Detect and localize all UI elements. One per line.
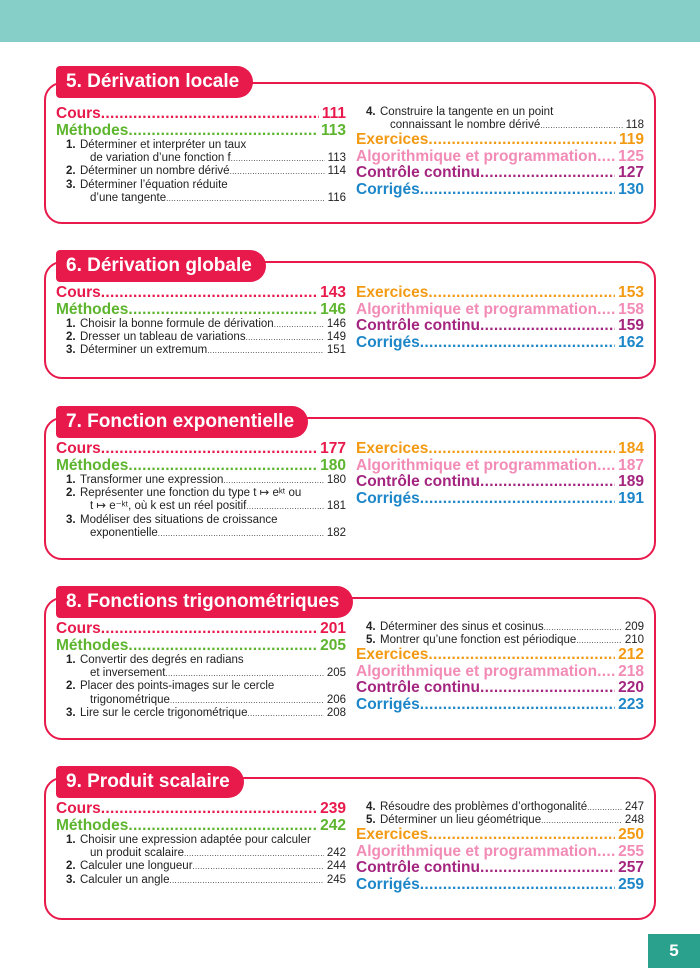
method-page: 151 (326, 344, 346, 357)
method-item[interactable] (56, 165, 346, 178)
left-column (56, 801, 346, 887)
controle-entry-page: 220 (618, 679, 644, 697)
method-title-line2: un produit scalaire (90, 847, 184, 860)
method-item[interactable] (56, 344, 346, 357)
corriges-entry-page: 130 (618, 180, 644, 198)
leader-dots (274, 318, 324, 331)
method-title-line1: Modéliser des situations de croissance (80, 513, 278, 526)
algo-entry[interactable] (356, 458, 644, 475)
method-item[interactable] (56, 318, 346, 331)
method-title-line2: t ↦ e⁻ᵏᵗ, où k est un réel positif (90, 500, 247, 513)
leader-dots (428, 285, 615, 302)
controle-entry-label: Contrôle continu (356, 317, 480, 334)
leader-dots (597, 458, 615, 475)
left-column (56, 106, 346, 205)
algo-entry-page: 255 (618, 842, 644, 860)
method-title: Transformer une expression (80, 474, 224, 486)
corriges-entry[interactable] (356, 877, 644, 894)
method-number: 5. (366, 634, 376, 647)
method-title-line1: Représenter une fonction du type t ↦ eᵏᵗ ou (80, 487, 302, 500)
method-page: 242 (326, 847, 346, 860)
leader-dots (193, 860, 324, 873)
exercices-entry-label: Exercices (356, 440, 429, 457)
exercices-entry-label: Exercices (356, 131, 429, 149)
leader-dots (231, 152, 325, 165)
method-title-line2-row (366, 119, 644, 132)
leader-dots (246, 331, 324, 344)
top-color-band (0, 0, 700, 42)
method-title: Lire sur le cercle trigonométrique (80, 706, 248, 719)
method-title-line2: de variation d’une fonction f (90, 152, 231, 165)
cours-entry-page: 239 (320, 800, 346, 817)
method-page: 244 (326, 860, 346, 873)
exercices-entry-page: 212 (618, 646, 644, 664)
controle-entry-label: Contrôle continu (356, 164, 480, 182)
chapter-title[interactable]: 5. Dérivation locale (56, 66, 253, 98)
cours-entry[interactable] (56, 621, 346, 638)
method-number: 3. (66, 513, 76, 526)
exercices-entry-page: 153 (618, 284, 644, 301)
method-title: Choisir la bonne formule de dérivation (80, 318, 274, 330)
leader-dots (428, 647, 615, 664)
method-title-row (66, 318, 346, 331)
cours-entry-label: Cours (56, 105, 101, 122)
method-title-line1: Déterminer et interpréter un taux (80, 139, 247, 151)
leader-dots (101, 441, 317, 458)
leader-dots (184, 847, 324, 860)
method-number: 3. (66, 178, 76, 191)
method-title-line1: Déterminer l’équation réduite (80, 178, 228, 191)
cours-entry[interactable] (56, 441, 346, 458)
right-column (356, 621, 644, 713)
method-page: 180 (326, 474, 346, 486)
method-number: 2. (66, 860, 76, 873)
leader-dots (597, 664, 615, 681)
method-item[interactable] (356, 801, 644, 814)
method-title: Calculer une longueur (80, 860, 193, 873)
method-title-row (66, 874, 346, 887)
method-item[interactable] (56, 514, 346, 540)
leader-dots (166, 192, 325, 205)
corriges-entry[interactable] (356, 491, 644, 508)
method-page: 149 (326, 331, 346, 344)
corriges-entry-page: 223 (618, 695, 644, 713)
leader-dots (247, 707, 323, 720)
leader-dots (170, 694, 324, 707)
method-title-line1: Construire la tangente en un point (380, 106, 554, 118)
leader-dots (420, 182, 615, 199)
leader-dots (128, 123, 318, 140)
leader-dots (420, 335, 615, 352)
exercices-entry[interactable] (356, 827, 644, 844)
chapter-title[interactable]: 8. Fonctions trigonométriques (56, 586, 353, 618)
leader-dots (207, 344, 324, 357)
method-title: Déterminer des sinus et cosinus (380, 621, 544, 633)
leader-dots (420, 877, 615, 894)
cours-entry-label: Cours (56, 620, 101, 637)
leader-dots (597, 149, 615, 166)
method-title-line1: Choisir une expression adaptée pour calculer (80, 834, 311, 846)
controle-entry-label: Contrôle continu (356, 859, 480, 877)
method-number: 2. (66, 331, 76, 344)
method-number: 2. (66, 680, 76, 693)
method-item[interactable] (56, 680, 346, 706)
corriges-entry[interactable] (356, 182, 644, 199)
leader-dots (128, 818, 317, 835)
method-item[interactable] (56, 860, 346, 873)
controle-entry-page: 189 (618, 473, 644, 490)
method-title-line2-row (66, 192, 346, 205)
corriges-entry-page: 259 (618, 875, 644, 893)
methodes-entry-page: 113 (320, 121, 346, 139)
leader-dots (576, 634, 622, 647)
leader-dots (101, 106, 319, 123)
algo-entry-page: 158 (618, 300, 644, 318)
method-page: 245 (326, 873, 346, 886)
method-title-line2: connaissant le nombre dérivé (390, 119, 541, 132)
method-title-line2-row (66, 847, 346, 860)
method-number: 4. (366, 801, 376, 813)
method-number: 1. (66, 474, 76, 486)
leader-dots (428, 827, 615, 844)
methodes-entry-page: 146 (320, 300, 346, 318)
method-item[interactable] (56, 707, 346, 720)
leader-dots (587, 801, 622, 814)
method-title-row (66, 860, 346, 873)
method-title-row (66, 331, 346, 344)
method-item[interactable] (56, 654, 346, 680)
algo-entry[interactable] (356, 844, 644, 861)
controle-entry-page: 257 (618, 859, 644, 877)
methodes-entry-page: 242 (320, 816, 346, 834)
cours-entry-page: 177 (320, 440, 346, 457)
method-title: Dresser un tableau de variations (80, 331, 246, 344)
left-column (56, 285, 346, 358)
method-number: 3. (66, 873, 76, 886)
method-number: 1. (66, 139, 76, 151)
leader-dots (128, 638, 317, 655)
method-page: 182 (326, 526, 346, 539)
method-item[interactable] (56, 874, 346, 887)
method-item[interactable] (56, 834, 346, 860)
corriges-entry[interactable] (356, 335, 644, 352)
cours-entry-label: Cours (56, 440, 101, 457)
method-item[interactable] (56, 487, 346, 513)
method-title-row (366, 634, 644, 647)
method-number: 3. (66, 706, 76, 719)
method-number: 4. (366, 621, 376, 633)
algo-entry-label: Algorithmique et programmation (356, 662, 598, 680)
leader-dots (101, 621, 317, 638)
exercices-entry[interactable] (356, 441, 644, 458)
method-page: 118 (625, 119, 644, 132)
method-title-line2-row (66, 500, 346, 513)
method-title-line2: trigonométrique (90, 693, 170, 706)
chapter-title[interactable]: 6. Dérivation globale (56, 250, 266, 282)
method-number: 1. (66, 318, 76, 330)
controle-entry[interactable] (356, 165, 644, 182)
chapter-title[interactable]: 9. Produit scalaire (56, 766, 244, 798)
method-number: 2. (66, 487, 76, 500)
leader-dots (128, 302, 317, 319)
methodes-entry-label: Méthodes (56, 456, 129, 474)
method-title: Calculer un angle (80, 873, 170, 886)
method-title: Déterminer un lieu géométrique (380, 814, 542, 827)
leader-dots (170, 874, 324, 887)
methodes-entry-label: Méthodes (56, 636, 129, 654)
algo-entry-label: Algorithmique et programmation (356, 456, 598, 474)
method-page: 205 (326, 667, 346, 680)
leader-dots (597, 844, 615, 861)
page-number: 5 (648, 934, 700, 968)
algo-entry-label: Algorithmique et programmation (356, 300, 598, 318)
controle-entry[interactable] (356, 474, 644, 491)
method-title: Déterminer un nombre dérivé (80, 165, 230, 178)
corriges-entry-label: Corrigés (356, 180, 420, 198)
algo-entry-label: Algorithmique et programmation (356, 842, 598, 860)
leader-dots (223, 474, 323, 487)
leader-dots (480, 165, 615, 182)
methodes-entry-label: Méthodes (56, 121, 129, 139)
right-column (356, 441, 644, 507)
left-column (56, 621, 346, 720)
cours-entry-page: 201 (320, 620, 346, 637)
right-column (356, 285, 644, 351)
methodes-entry[interactable] (56, 458, 346, 475)
method-title-line2: et inversement (90, 667, 166, 680)
leader-dots (165, 667, 323, 680)
method-page: 210 (624, 634, 644, 647)
method-title: Résoudre des problèmes d’orthogonalité (380, 801, 588, 813)
method-item[interactable] (356, 814, 644, 827)
right-column (356, 801, 644, 893)
algo-entry-page: 218 (618, 662, 644, 680)
leader-dots (230, 165, 325, 178)
corriges-entry-label: Corrigés (356, 489, 420, 507)
method-title-line2-row (66, 527, 346, 540)
controle-entry[interactable] (356, 860, 644, 877)
corriges-entry-page: 162 (618, 333, 644, 351)
method-page: 181 (326, 500, 346, 513)
method-item[interactable] (356, 621, 644, 634)
methodes-entry-page: 180 (320, 456, 346, 474)
method-item[interactable] (56, 331, 346, 344)
method-item[interactable] (56, 139, 346, 165)
method-title: Déterminer un extremum (80, 344, 208, 357)
exercices-entry[interactable] (356, 285, 644, 302)
exercices-entry-label: Exercices (356, 284, 429, 301)
method-item[interactable] (356, 634, 644, 647)
leader-dots (597, 302, 615, 319)
controle-entry-page: 127 (618, 164, 644, 182)
algo-entry-page: 125 (618, 147, 644, 165)
cours-entry[interactable] (56, 106, 346, 123)
left-column (56, 441, 346, 540)
methodes-entry[interactable] (56, 818, 346, 835)
method-title-row (366, 801, 644, 814)
method-page: 206 (326, 693, 346, 706)
method-item[interactable] (56, 179, 346, 205)
leader-dots (420, 697, 615, 714)
leader-dots (480, 860, 615, 877)
controle-entry-label: Contrôle continu (356, 473, 480, 490)
cours-entry-label: Cours (56, 800, 101, 817)
exercices-entry[interactable] (356, 647, 644, 664)
leader-dots (101, 285, 317, 302)
method-title-line2-row (66, 667, 346, 680)
exercices-entry-page: 119 (618, 131, 644, 149)
methodes-entry[interactable] (56, 123, 346, 140)
method-page: 114 (327, 165, 346, 178)
method-page: 209 (624, 621, 644, 633)
leader-dots (541, 814, 622, 827)
method-page: 116 (327, 191, 346, 204)
method-number: 4. (366, 106, 376, 118)
algo-entry-label: Algorithmique et programmation (356, 147, 598, 165)
leader-dots (544, 621, 622, 634)
corriges-entry-label: Corrigés (356, 695, 420, 713)
chapter-title[interactable]: 7. Fonction exponentielle (56, 406, 308, 438)
controle-entry[interactable] (356, 680, 644, 697)
corriges-entry[interactable] (356, 697, 644, 714)
methodes-entry-label: Méthodes (56, 300, 129, 318)
cours-entry[interactable] (56, 285, 346, 302)
method-title-row (366, 621, 644, 634)
method-title-row (366, 814, 644, 827)
leader-dots (428, 441, 615, 458)
method-page: 146 (326, 318, 346, 330)
controle-entry-label: Contrôle continu (356, 679, 480, 697)
leader-dots (540, 119, 622, 132)
method-title-row (66, 165, 346, 178)
method-number: 1. (66, 834, 76, 846)
method-title-line1: Convertir des degrés en radians (80, 654, 244, 666)
cours-entry[interactable] (56, 801, 346, 818)
leader-dots (158, 527, 324, 540)
controle-entry-page: 159 (618, 317, 644, 334)
methodes-entry[interactable] (56, 638, 346, 655)
leader-dots (128, 458, 317, 475)
method-number: 2. (66, 165, 76, 178)
right-column (356, 106, 644, 198)
method-number: 3. (66, 344, 76, 357)
leader-dots (480, 680, 615, 697)
method-page: 208 (326, 706, 346, 719)
methodes-entry[interactable] (56, 302, 346, 319)
exercices-entry-label: Exercices (356, 646, 429, 664)
method-title: Montrer qu’une fonction est périodique (380, 634, 577, 647)
method-title-row (66, 344, 346, 357)
leader-dots (480, 318, 615, 335)
method-title-row (66, 707, 346, 720)
method-page: 248 (624, 814, 644, 827)
cours-entry-label: Cours (56, 284, 101, 301)
method-number: 1. (66, 654, 76, 666)
method-item[interactable] (56, 474, 346, 487)
method-title-line1: Placer des points-images sur le cercle (80, 680, 275, 693)
algo-entry[interactable] (356, 149, 644, 166)
exercices-entry-label: Exercices (356, 826, 429, 844)
leader-dots (420, 491, 615, 508)
method-title-row (66, 474, 346, 487)
exercices-entry[interactable] (356, 132, 644, 149)
cours-entry-page: 143 (320, 284, 346, 301)
algo-entry-page: 187 (618, 456, 644, 474)
leader-dots (428, 132, 616, 149)
cours-entry-page: 111 (321, 105, 346, 122)
methodes-entry-label: Méthodes (56, 816, 129, 834)
method-number: 5. (366, 814, 376, 827)
method-title-line2: d’une tangente (90, 191, 167, 204)
methodes-entry-page: 205 (320, 636, 346, 654)
controle-entry[interactable] (356, 318, 644, 335)
method-title-line2-row (66, 152, 346, 165)
algo-entry[interactable] (356, 664, 644, 681)
leader-dots (101, 801, 317, 818)
algo-entry[interactable] (356, 302, 644, 319)
corriges-entry-label: Corrigés (356, 875, 420, 893)
method-title-line2-row (66, 694, 346, 707)
leader-dots (246, 500, 323, 513)
exercices-entry-page: 250 (618, 826, 644, 844)
corriges-entry-label: Corrigés (356, 333, 420, 351)
exercices-entry-page: 184 (618, 440, 644, 457)
leader-dots (480, 474, 615, 491)
method-page: 247 (624, 801, 644, 813)
method-page: 113 (327, 152, 346, 165)
method-title-line2: exponentielle (90, 526, 158, 539)
corriges-entry-page: 191 (618, 489, 644, 507)
method-item[interactable] (356, 106, 644, 132)
